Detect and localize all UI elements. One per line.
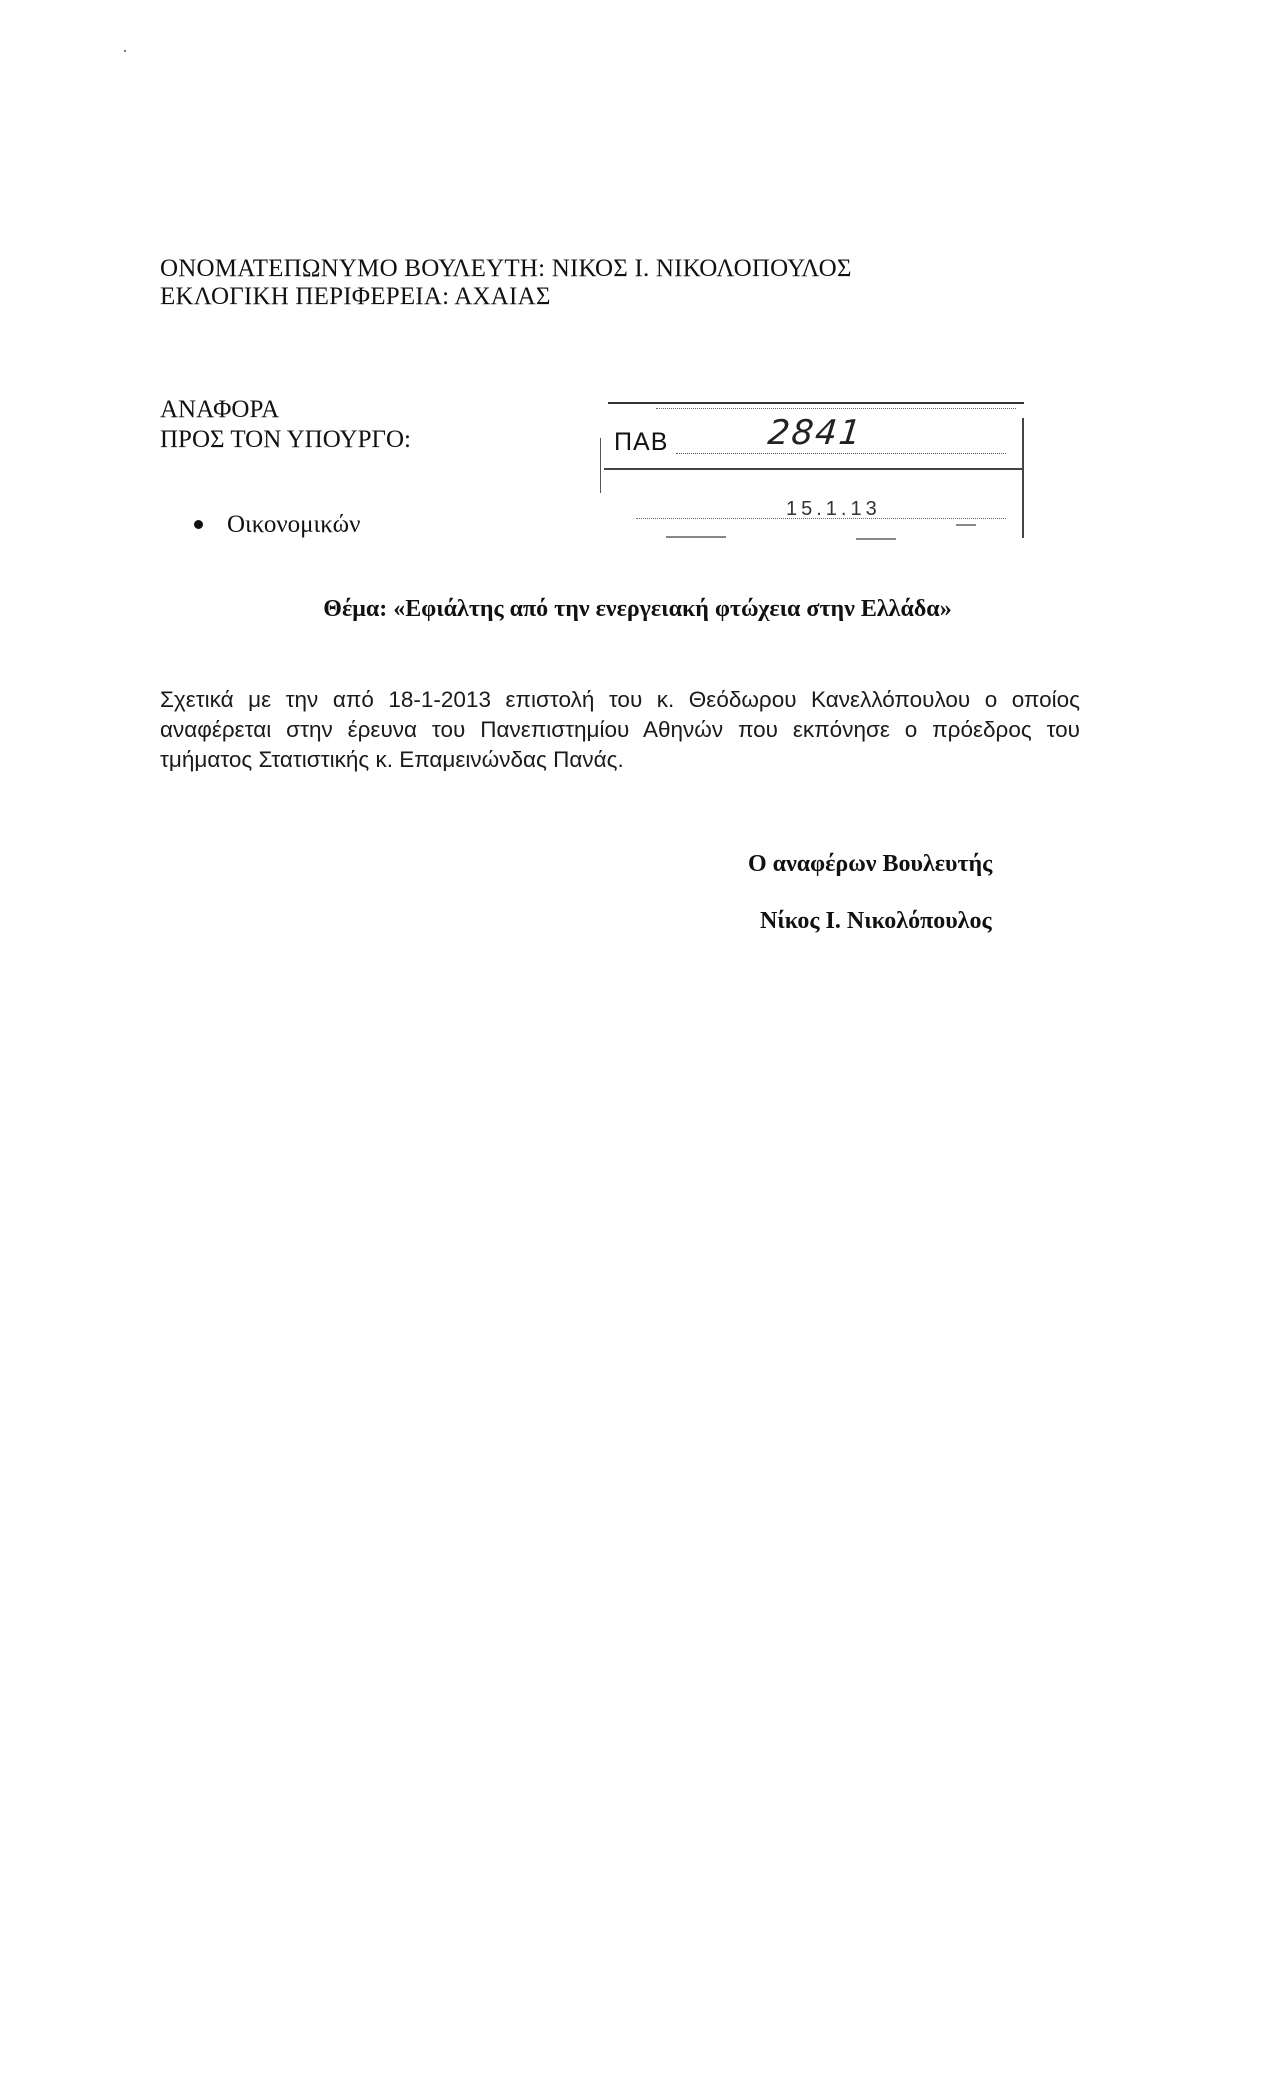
bullet-icon (194, 520, 203, 529)
scan-speck (956, 524, 976, 526)
signature-name: Νίκος Ι. Νικολόπουλος (760, 908, 992, 934)
addressee-label: ΠΡΟΣ ΤΟΝ ΥΠΟΥΡΓΟ: (160, 426, 411, 453)
registry-stamp (596, 398, 1026, 548)
stamp-date: 15.1.13 (786, 498, 881, 520)
body-line: αναφέρεται στην έρευνα του Πανεπιστημίου Αθηνών που εκπόνησε ο πρόεδρος του (160, 717, 1080, 742)
stamp-dotted-border (656, 408, 1016, 409)
stamp-prefix: ΠΑΒ (614, 428, 669, 456)
body-paragraph (160, 685, 1080, 775)
stamp-left-border (600, 438, 601, 493)
ministry-list-item (194, 510, 360, 540)
stamp-top-border (608, 402, 1024, 404)
stamp-number-line (676, 453, 1006, 454)
subject-line: Θέμα: «Εφιάλτης από την ενεργειακή φτώχεια στην Ελλάδα» (323, 596, 952, 622)
stamp-middle-border (604, 468, 1024, 470)
scan-speck (666, 536, 726, 538)
scan-speck (856, 538, 896, 540)
ministry-name: Οικονομικών (227, 511, 361, 538)
signature-title: Ο αναφέρων Βουλευτής (748, 851, 993, 877)
document-type: ΑΝΑΦΟΡΑ (160, 396, 280, 423)
body-line: τμήματος Στατιστικής κ. Επαμεινώνδας Πανάς. (160, 747, 624, 772)
scan-speck (124, 50, 126, 52)
stamp-number: 2841 (765, 413, 865, 453)
body-line: Σχετικά με την από 18-1-2013 επιστολή του κ. Θεόδωρου Κανελλόπουλου ο οποίος (160, 687, 1080, 712)
mp-name-line: ΟΝΟΜΑΤΕΠΩΝΥΜΟ ΒΟΥΛΕΥΤΗ: ΝΙΚΟΣ Ι. ΝΙΚΟΛΟΠΟΥΛΟΣ (160, 255, 852, 282)
stamp-right-border (1022, 418, 1024, 538)
constituency-line: ΕΚΛΟΓΙΚΗ ΠΕΡΙΦΕΡΕΙΑ: ΑΧΑΙΑΣ (160, 283, 551, 310)
